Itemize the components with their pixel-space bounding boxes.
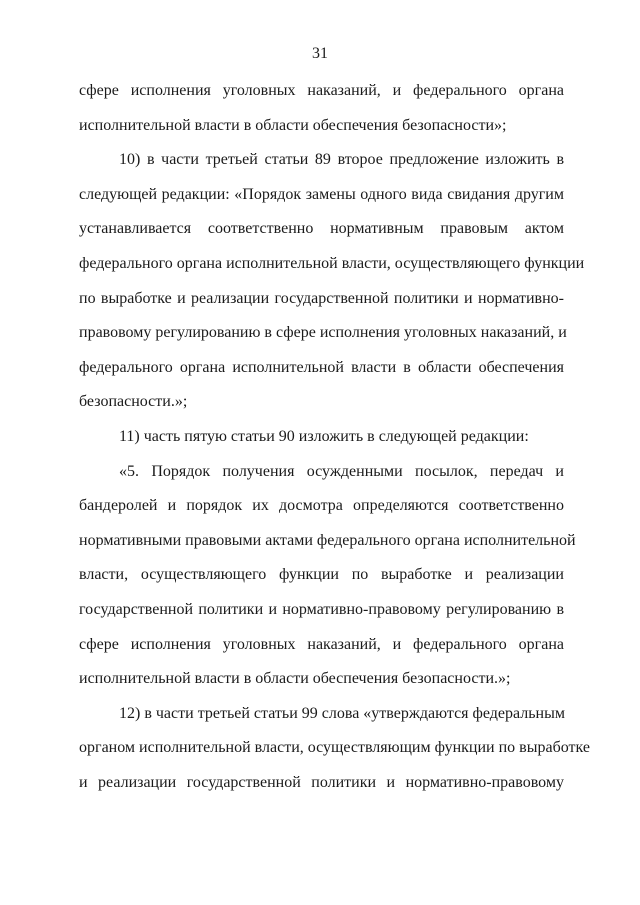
text-line: исполнительной власти в области обеспечения безопасности.»; [79,670,511,688]
body-text [79,78,590,804]
text-line: 12) в части третьей статьи 99 слова «утверждаются федеральным [119,704,565,722]
text-line: «5. Порядок получения осужденными посылок, передач и [119,462,564,480]
text-line: и реализации государственной политики и нормативно-правовому [79,773,564,791]
text-line: безопасности.»; [79,393,188,411]
text-line: 10) в части третьей статьи 89 второе предложение изложить в [119,151,564,169]
text-line: сфере исполнения уголовных наказаний, и федерального органа [79,82,564,99]
text-line: сфере исполнения уголовных наказаний, и федерального органа [79,635,564,653]
page-number: 31 [312,45,328,62]
text-line: правовому регулированию в сфере исполнения уголовных наказаний, и [79,324,567,342]
text-line: федерального органа исполнительной власти, осуществляющего функции [79,254,585,272]
text-line: бандеролей и порядок их досмотра определяются соответственно [79,497,564,515]
text-line: нормативными правовыми актами федерального органа исполнительной [79,531,576,549]
text-line: по выработке и реализации государственной политики и нормативно- [79,289,564,307]
text-line: исполнительной власти в области обеспечения безопасности»; [79,116,507,134]
text-line: 11) часть пятую статьи 90 изложить в следующей редакции: [119,427,529,445]
text-line: федерального органа исполнительной власти в области обеспечения [79,358,564,376]
text-line: органом исполнительной власти, осуществляющим функции по выработке [79,739,590,757]
text-line: государственной политики и нормативно-правовому регулированию в [79,600,564,618]
text-line: устанавливается соответственно нормативным правовым актом [79,220,564,238]
text-line: следующей редакции: «Порядок замены одного вида свидания другим [79,185,564,203]
text-line: власти, осуществляющего функции по выработке и реализации [79,566,564,584]
